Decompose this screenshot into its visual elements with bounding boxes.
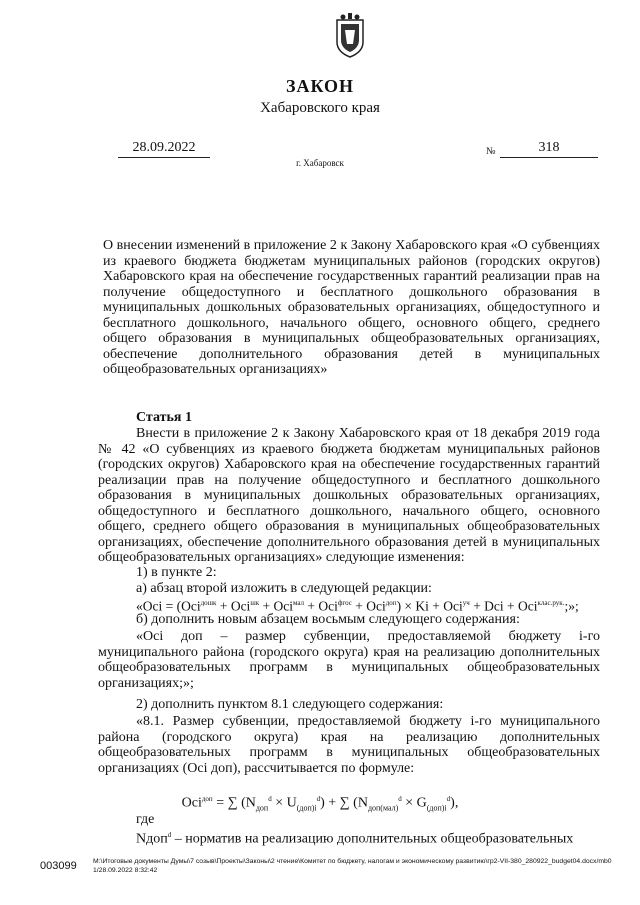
- item-1b-text: «Oci доп – размер субвенции, предоставляемой бюджету i-го муниципального района (городского округа) края на реализацию дополнительных общеобразовательных программ в муниципальных общеобразовательных организациях;»;: [98, 629, 600, 691]
- footer-number: 003099: [40, 860, 77, 872]
- article-intro: Внести в приложение 2 к Закону Хабаровского края от 18 декабря 2019 года № 42 «О субвенциях из краевого бюджета бюджетам муниципальных районов (городских округов) Хабаровского края на обеспечение государственных гарантий реализации прав на получение общедоступного и бесплатного дошкольного образования в муниципальных дошкольных образовательных организациях, общедоступного и бесплатного дошкольного, начального общего, основного общего, среднего общего образования в муниципальных общеобразовательных организациях, обеспечение дополнительного образования детей в муниципальных общеобразовательных организациях» следующие изменения:: [98, 426, 600, 565]
- law-heading: О внесении изменений в приложение 2 к Закону Хабаровского края «О субвенциях из краевого бюджета бюджетам муниципальных районов (городских округов) Хабаровского края на обеспечение государственных гарантий реализации прав на получение общедоступного и бесплатного дошкольного образования в муниципальных дошкольных образовательных организациях, общедоступного и бесплатного дошкольного, начального общего, основного общего, среднего общего образования в муниципальных общеобразовательных организациях, обеспечение дополнительного образования детей в муниципальных общеобразовательных организациях»: [103, 238, 600, 377]
- where-label: где: [136, 812, 155, 827]
- document-number: 318: [500, 140, 598, 158]
- item-1: 1) в пункте 2:: [136, 565, 217, 580]
- item-2: 2) дополнить пунктом 8.1 следующего содержания:: [136, 697, 444, 712]
- item-1b: б) дополнить новым абзацем восьмым следующего содержания:: [136, 612, 520, 627]
- coat-of-arms-icon: [333, 12, 367, 58]
- article-title: Статья 1: [136, 410, 192, 425]
- item-1a: а) абзац второй изложить в следующей редакции:: [136, 581, 432, 596]
- number-label: №: [486, 146, 496, 157]
- formula-oci: «Oci = (Oci$^{дошк}$ + Oci$^{шк}$ + Oci$^{мал}$ + Oci$^{фгос}$ + Oci$^{доп}$) × Ki + Oci$^{уч}$ + Dci + Oci$^{клас.рук.}$;»;: [136, 598, 579, 614]
- document-date: 28.09.2022: [118, 140, 210, 158]
- nd-definition: Nдоп$^d$ – норматив на реализацию дополнительных общеобразовательных: [136, 831, 574, 847]
- formula-oci-dop: Oci$^{доп}$ = ∑ $(N_{доп}^d \times U_{(доп)i}^d)$ + ∑ $(N_{доп(мал)}^d \times G_{(доп)i}^d)$,: [181, 795, 459, 813]
- item-2-text: «8.1. Размер субвенции, предоставляемой бюджету i-го муниципального района (городского округа) края на реализацию дополнительных общеобразовательных программ в муниципальных общеобразовательных организациях (Oci доп), рассчитывается по формуле:: [98, 714, 600, 776]
- document-subtitle: Хабаровского края: [260, 100, 380, 116]
- document-city: г. Хабаровск: [296, 158, 344, 168]
- footer-file-path: M:\Итоговые документы Думы\7 созыв\Проекты\Законы\2 чтение\Комитет по бюджету, налогам и экономическому развитию\гр2-VII-380_280922_budget04.docx/mb01/28.09.2022 8:32:42: [93, 858, 612, 874]
- document-title: ЗАКОН: [285, 76, 355, 96]
